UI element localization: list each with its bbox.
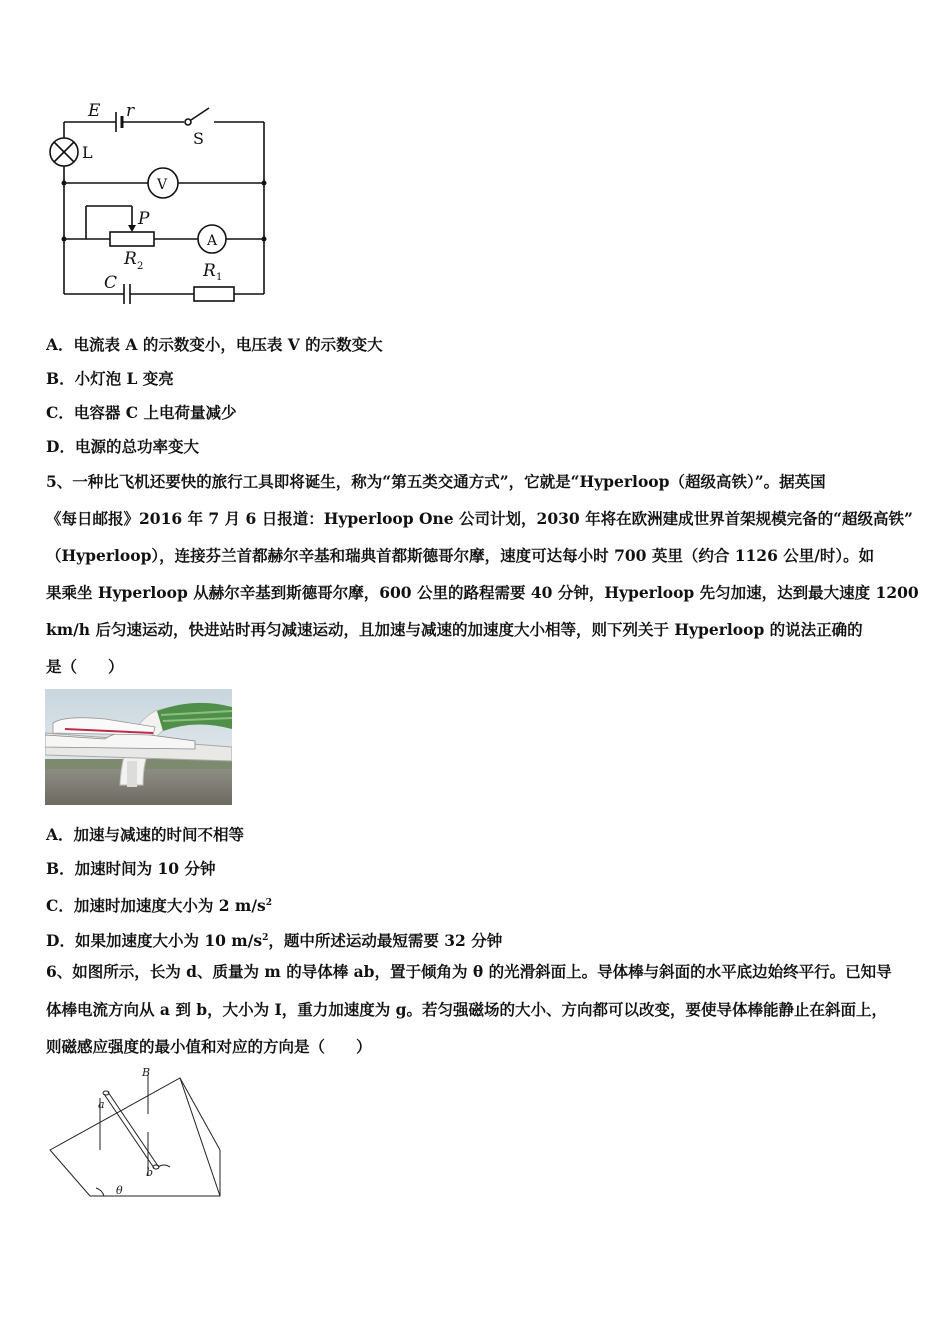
q5-option-d: D．如果加速度大小为 10 $m/s^2$，题中所述运动最短需要 32 分钟: [46, 931, 503, 951]
q5-line-1: 5、一种比飞机还要快的旅行工具即将诞生，称为“第五类交通方式”，它就是“Hyperloop（超级高铁）”。据英国: [46, 472, 826, 491]
q5-option-b: B．加速时间为 10 分钟: [46, 859, 216, 878]
q5-line-4: 果乘坐 Hyperloop 从赫尔辛基到斯德哥尔摩，600 公里的路程需要 40 分钟，Hyperloop 先匀加速，达到最大速度 1200: [46, 583, 919, 602]
label-A: A: [207, 233, 218, 249]
fig-label-theta: θ: [116, 1184, 123, 1197]
q6-line-3: 则磁感应强度的最小值和对应的方向是（ ）: [46, 1037, 372, 1056]
label-R2-sub: 2: [137, 261, 144, 272]
q6-line-1: 6、如图所示，长为 d、质量为 m 的导体棒 ab，置于倾角为 θ 的光滑斜面上。导体棒与斜面的水平底边始终平行。已知导: [46, 962, 892, 981]
q6-line-2: 体棒电流方向从 a 到 b，大小为 I，重力加速度为 g。若匀强磁场的大小、方向都可以改变，要使导体棒能静止在斜面上，: [46, 1000, 887, 1019]
label-R1: R: [203, 261, 216, 281]
label-E: E: [88, 101, 101, 121]
q4-option-d: D．电源的总功率变大: [46, 437, 199, 456]
fig-label-a: a: [98, 1098, 105, 1111]
label-r: r: [126, 101, 135, 121]
q5-line-2: 《每日邮报》2016 年 7 月 6 日报道：Hyperloop One 公司计划，2030 年将在欧洲建成世界首架规模完备的“超级高铁”: [46, 509, 913, 528]
q5-line-5: km/h 后匀速运动，快进站时再匀减速运动，且加速与减速的加速度大小相等，则下列关于 Hyperloop 的说法正确的: [46, 620, 863, 639]
q5-line-6: 是（ ）: [46, 657, 124, 676]
q4-option-b: B．小灯泡 L 变亮: [46, 369, 174, 388]
q4-option-a: A．电流表 A 的示数变小，电压表 V 的示数变大: [46, 335, 383, 354]
label-S: S: [193, 129, 204, 148]
incline-diagram: [48, 1064, 224, 1204]
label-R2: R: [124, 249, 137, 269]
hyperloop-photo: [45, 689, 232, 805]
circuit-diagram: [44, 96, 274, 306]
q5-option-c: C．加速时加速度大小为 2 $m/s^2$: [46, 896, 272, 916]
label-L: L: [82, 143, 93, 162]
q5-option-a: A．加速与减速的时间不相等: [46, 825, 245, 844]
q4-option-c: C．电容器 C 上电荷量减少: [46, 403, 237, 422]
q5-line-3: （Hyperloop），连接芬兰首都赫尔辛基和瑞典首都斯德哥尔摩，速度可达每小时 700 英里（约合 1126 公里/时）。如: [46, 546, 875, 565]
fig-label-b: b: [146, 1166, 154, 1179]
label-R1-sub: 1: [216, 272, 223, 283]
label-V: V: [157, 177, 168, 193]
fig-label-B: B: [142, 1066, 151, 1079]
label-C: C: [104, 273, 118, 293]
label-P: P: [138, 209, 150, 229]
